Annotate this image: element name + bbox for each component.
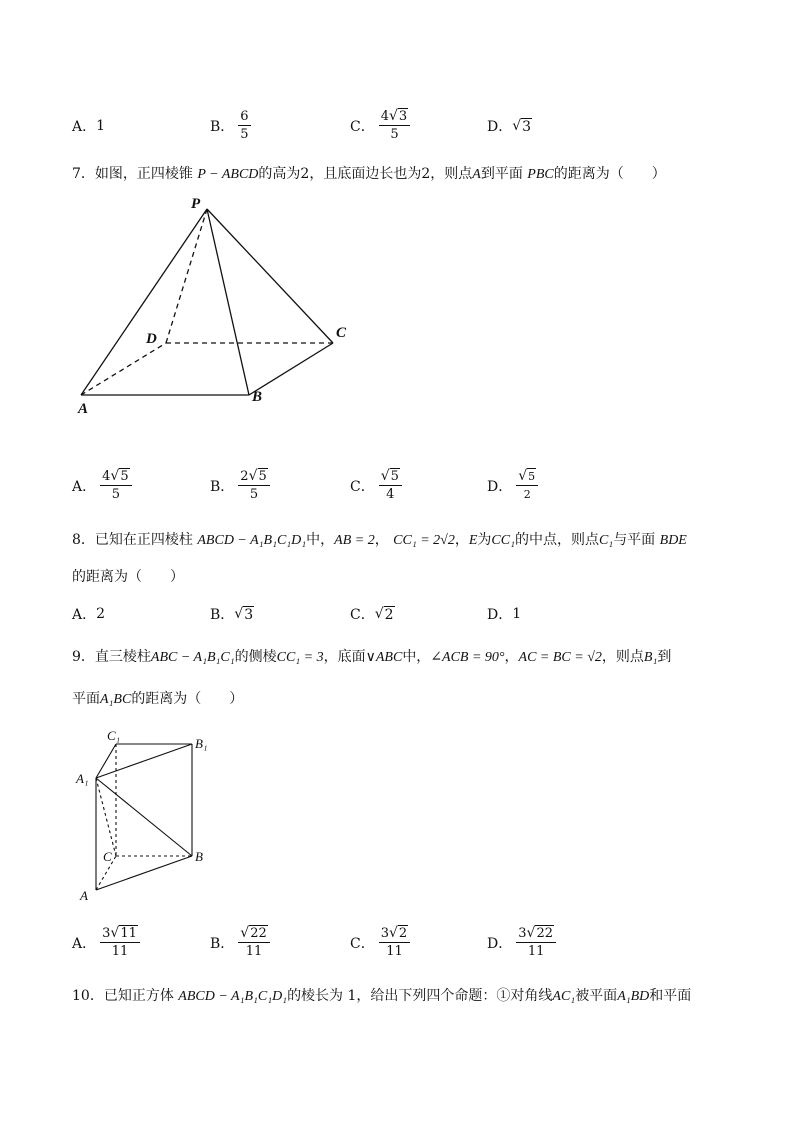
label-A: A — [80, 888, 88, 903]
option-letter: C． — [350, 478, 375, 495]
option-letter: C． — [350, 607, 375, 623]
option-letter: B． — [210, 118, 235, 135]
sqrt: √ 2 — [374, 605, 394, 623]
edge-A1B — [96, 778, 192, 856]
q8-option-c — [350, 604, 395, 624]
option-value: 1 — [512, 606, 522, 622]
label-C: C — [336, 325, 347, 341]
sqrt: √ 3 — [234, 605, 254, 623]
q7-option-c — [350, 468, 402, 503]
fraction: √ 5 4 — [379, 468, 402, 503]
fraction: 3 √ 22 11 — [516, 925, 556, 960]
fraction: √ 5 2 — [516, 468, 538, 503]
q6-option-a — [72, 116, 105, 136]
label-A: A — [78, 401, 89, 417]
q8-stem-line2: 的距离为（ ） — [72, 569, 184, 585]
label-B1: B₁ — [195, 736, 208, 751]
q8-stem: 8．已知在正四棱柱 ABCD − A₁B₁C₁D₁中，AB = 2， CC₁ = 2√2，E为CC₁的中点，则点C₁与平面 BDE — [72, 532, 687, 548]
option-letter: D． — [487, 935, 513, 952]
option-letter: A． — [72, 478, 97, 495]
q7-option-b — [210, 468, 270, 503]
option-letter: D． — [487, 119, 513, 135]
option-letter: B． — [210, 607, 235, 623]
sqrt: √ 5 — [380, 468, 399, 484]
edge-PC — [207, 209, 333, 343]
q9-option-b — [210, 925, 270, 960]
q8-option-a — [72, 604, 105, 624]
edge-A1C — [96, 778, 116, 856]
q7-option-d — [487, 468, 538, 503]
edge-PD — [166, 209, 207, 343]
q6-option-b — [210, 108, 251, 143]
sqrt: √ 3 — [512, 117, 532, 135]
sqrt: √ 5 — [248, 468, 267, 484]
label-A1: A₁ — [76, 771, 89, 786]
q8-option-b — [210, 604, 254, 624]
label-C1: C₁ — [107, 728, 121, 743]
option-letter: A． — [72, 935, 97, 952]
option-letter: A． — [72, 119, 97, 135]
sqrt: √ 5 — [110, 468, 129, 484]
q6-option-d — [487, 116, 532, 136]
q10-stem: 10．已知正方体 ABCD − A₁B₁C₁D₁的棱长为 1，给出下列四个命题：①对角线AC₁被平面A₁BD和平面 — [72, 988, 692, 1004]
option-letter: B． — [210, 935, 235, 952]
option-value: 2 — [96, 606, 106, 622]
fraction: 3 √ 11 11 — [100, 925, 140, 960]
q9-option-a — [72, 925, 140, 960]
label-P: P — [191, 196, 201, 212]
fraction: 3 √ 2 11 — [379, 925, 410, 960]
sqrt: √ 2 — [389, 925, 408, 941]
q9-stem-line2: 平面A₁BC的距离为（ ） — [72, 691, 244, 707]
label-D: D — [146, 331, 157, 347]
label-B: B — [252, 389, 263, 405]
fraction: 4 √ 3 5 — [379, 108, 410, 143]
edge-A1C1 — [96, 744, 116, 778]
option-letter: D． — [487, 607, 513, 623]
edge-BC — [249, 343, 333, 395]
sqrt: √ 22 — [240, 925, 267, 941]
q7-option-a — [72, 468, 132, 503]
option-letter: C． — [350, 935, 375, 952]
q9-stem: 9．直三棱柱ABC − A₁B₁C₁的侧棱CC₁ = 3，底面∨ABC中，∠ACB = 90°，AC = BC = √2，则点B₁到 — [72, 649, 672, 665]
sqrt: √ 22 — [526, 925, 553, 941]
edge-AD — [81, 343, 166, 395]
prism-figure — [70, 728, 230, 908]
q7-stem: 7．如图，正四棱锥 P − ABCD的高为2，且底面边长也为2，则点A到平面 PBC的距离为（ ） — [72, 166, 666, 182]
option-letter: B． — [210, 478, 235, 495]
fraction: √ 22 11 — [238, 925, 269, 960]
edge-A1B1 — [96, 744, 192, 778]
q9-option-d — [487, 925, 556, 960]
option-letter: C． — [350, 118, 375, 135]
fraction: 2 √ 5 5 — [238, 468, 269, 503]
edge-PB — [207, 209, 249, 395]
sqrt: √ 5 — [518, 468, 536, 484]
label-C: C — [103, 849, 112, 864]
fraction: 4 √ 5 5 — [100, 468, 131, 503]
pyramid-figure — [60, 190, 370, 430]
sqrt: √ 3 — [389, 108, 408, 124]
q8-option-d — [487, 604, 521, 624]
q9-option-c — [350, 925, 410, 960]
fraction: $\frac{6}{5}$ — [240, 109, 249, 142]
option-value: 1 — [96, 118, 106, 134]
option-letter: D． — [487, 478, 513, 495]
sqrt: √ 11 — [110, 925, 137, 941]
option-letter: A． — [72, 607, 97, 623]
label-B: B — [195, 849, 203, 864]
q6-option-c — [350, 108, 410, 143]
edge-PA — [81, 209, 207, 395]
